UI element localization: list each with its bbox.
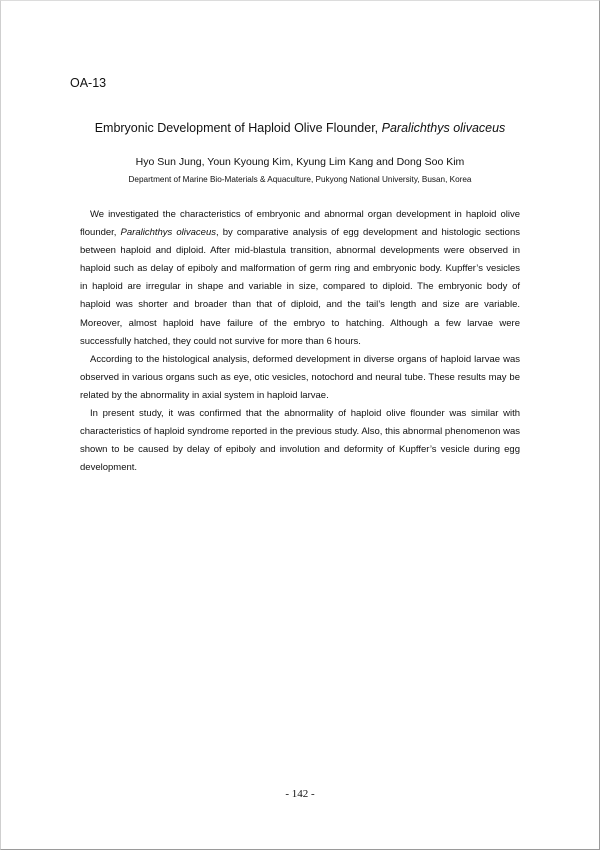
abstract-p1-species: Paralichthys olivaceus bbox=[120, 227, 216, 239]
affiliation: Department of Marine Bio-Materials & Aquaculture, Pukyong National University, Busan, Korea bbox=[128, 175, 472, 184]
session-code: OA-13 bbox=[70, 76, 107, 90]
abstract-body bbox=[80, 206, 520, 477]
abstract-paragraph-3: In present study, it was confirmed that the abnormality of haploid olive flounder was similar with characteristics of haploid syndrome reported in the previous study. Also, this abnormal phenomenon was shown to be caused by delay of epiboly and involution and deformity of Kupffer’s vesicle during egg development. bbox=[80, 408, 520, 474]
title-main: Embryonic Development of Haploid Olive Flounder, bbox=[94, 121, 382, 135]
paper-title bbox=[0, 121, 600, 135]
abstract-p1-text-b: , by comparative analysis of egg development and histologic sections between haploid and diploid. After mid-blastula transition, abnormal developments were observed in haploid such as delay of epiboly and malformation of germ ring and embryonic body. Kupffer’s vesicles in haploid are irregular in shape and variable in size, compared to diploid. The embryonic body of haploid was shorter and broader than that of diploid, and the tail’s length and size are variable. Moreover, almost haploid have failure of the embryo to hatching. Although a few larvae were successfully hatched, they could not survive for more than 6 hours. bbox=[80, 227, 520, 347]
abstract-paragraph-2: According to the histological analysis, deformed development in diverse organs of haploid larvae was observed in various organs such as eye, otic vesicles, notochord and neural tube. These results may be related by the abnormality in axial system in haploid larvae. bbox=[80, 353, 520, 401]
abstract-paragraph-1 bbox=[80, 206, 520, 351]
title-species: Paralichthys olivaceus bbox=[381, 121, 506, 135]
author-list: Hyo Sun Jung, Youn Kyoung Kim, Kyung Lim Kang and Dong Soo Kim bbox=[135, 156, 465, 168]
page-number: - 142 - bbox=[285, 788, 315, 800]
abstract-p1-text-a: We investigated the characteristics of embryonic and abnormal organ development in haploid olive flounder, bbox=[80, 209, 520, 239]
